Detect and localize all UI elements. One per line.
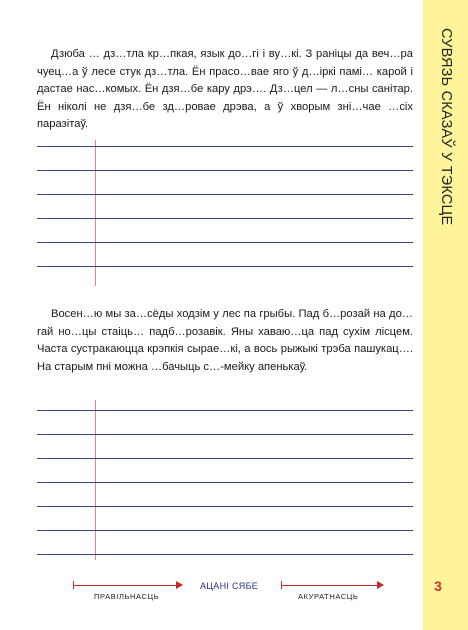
ruled-line: [37, 506, 413, 507]
ruled-line: [37, 482, 413, 483]
ruled-line: [37, 242, 413, 243]
ruled-line: [37, 170, 413, 171]
ruled-line: [37, 410, 413, 411]
scale-tick: [281, 581, 282, 589]
neatness-label: АКУРАТНАСЦЬ: [298, 592, 359, 601]
exercise-text-1: Дзюба … дз…тла кр…пкая, язык до…гі і ву…кі. З раніцы да веч…ра чуец…а ў лесе стук дз…тла. Ён прасо…вае яго ў д…іркі памі… карой і дастае нас…комых. Ён дзя…бе кару дрэ…. Дз…цел — л…сны санітар. Ён ніколі не дзя…бе зд…ровае дрэва, а ў хворым зні…чае …сіх паразітаў.: [37, 48, 413, 130]
neatness-scale-arrow[interactable]: [281, 585, 378, 586]
section-title: СУВЯЗЬ СКАЗАЎ У ТЭКСЦЕ: [438, 28, 454, 226]
ruled-line: [37, 530, 413, 531]
ruled-line: [37, 194, 413, 195]
margin-line: [95, 400, 96, 560]
self-assess-title: АЦАНІ СЯБЕ: [200, 581, 259, 591]
ruled-line: [37, 434, 413, 435]
margin-line: [95, 140, 96, 286]
ruled-line: [37, 458, 413, 459]
correctness-label: ПРАВІЛЬНАСЦЬ: [94, 592, 160, 601]
page-number: 3: [434, 578, 442, 594]
ruled-line: [37, 218, 413, 219]
scale-tick: [73, 581, 74, 589]
ruled-line: [37, 266, 413, 267]
ruled-line: [37, 554, 413, 555]
ruled-line: [37, 146, 413, 147]
accuracy-scale-arrow[interactable]: [73, 585, 177, 586]
exercise-text-2: Восен…ю мы за…сёды ходзім у лес па грыбы. Пад б…розай на до…гай но…цы стаіць… падб…розавік. Яны хаваю…ца пад сухім лісцем. Часта сустракаюцца крэпкія сырае…кі, а вось рыжыкі трэба пашукац…. На старым пні можна …бачыць с…-мейку апенькаў.: [37, 308, 413, 373]
